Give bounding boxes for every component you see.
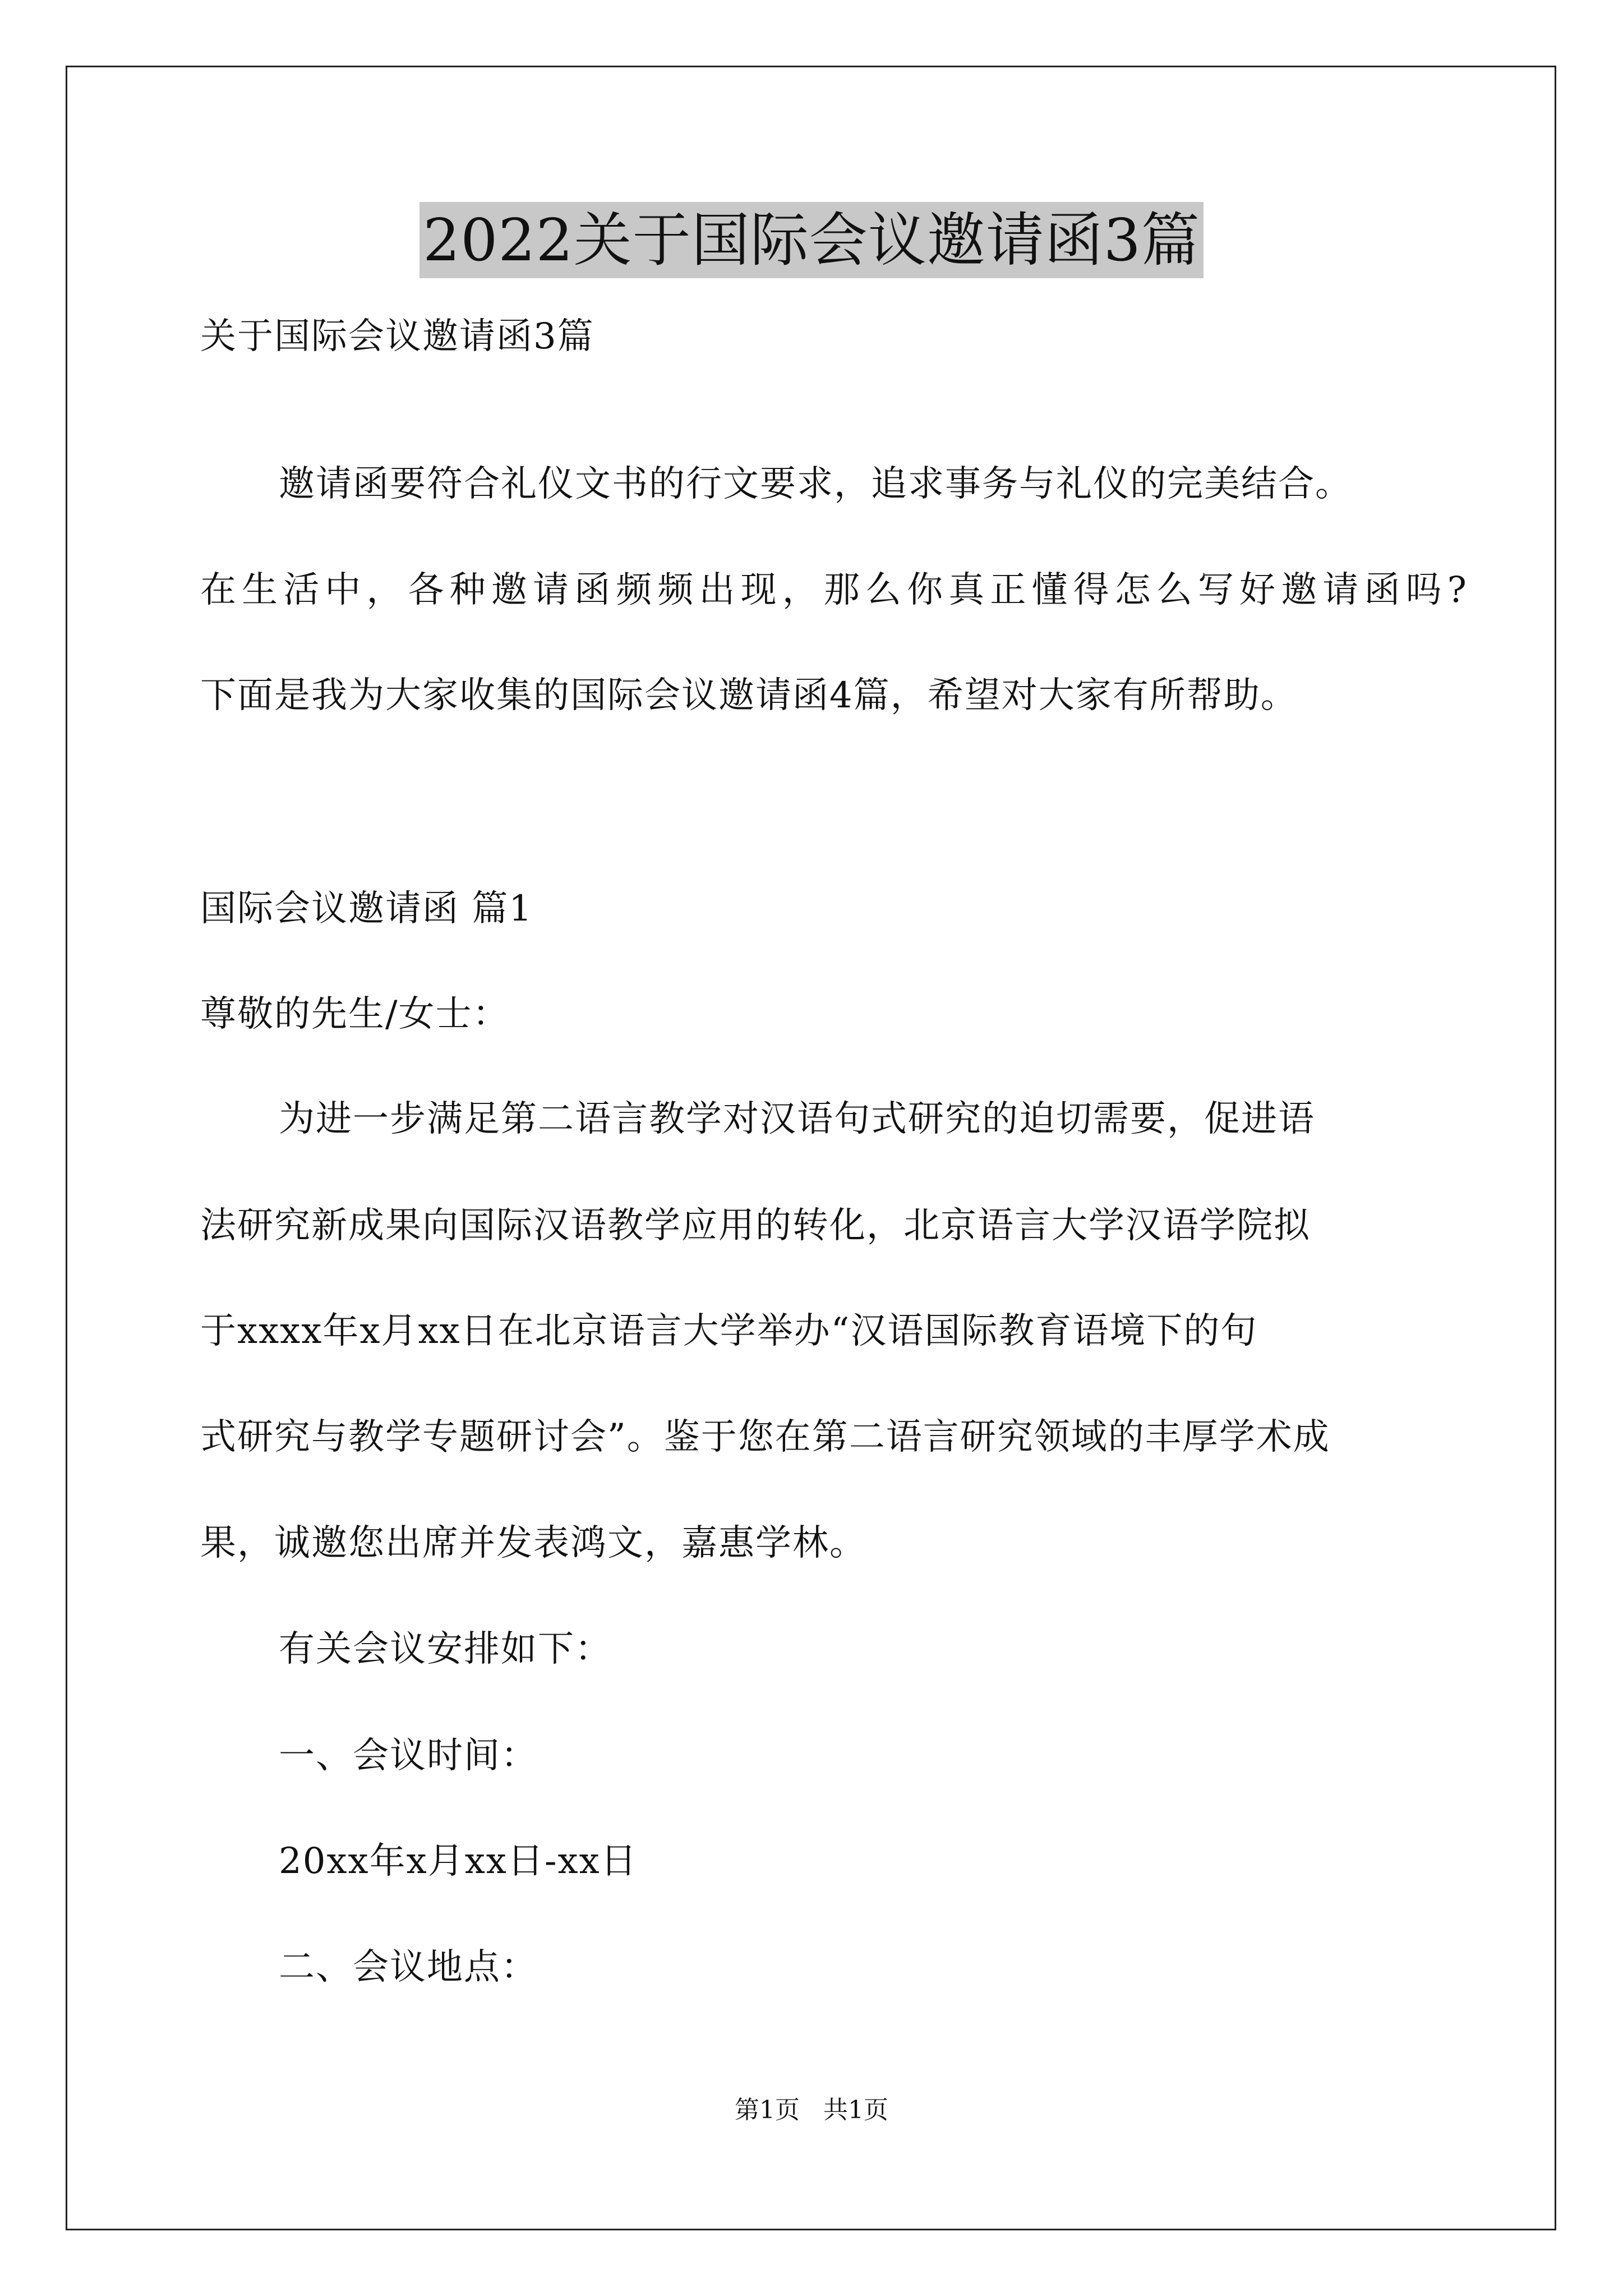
place-heading: 二、会议地点： xyxy=(279,1947,538,1988)
body-line: 果，诚邀您出席并发表鸿文，嘉惠学林。 xyxy=(200,1522,866,1564)
arrangement-intro: 有关会议安排如下： xyxy=(279,1628,612,1670)
body-line: 于xxxx年x月xx日在北京语言大学举办“汉语国际教育语境下的句 xyxy=(200,1310,1258,1352)
title-container xyxy=(0,202,1623,278)
body-line: 法研究新成果向国际汉语教学应用的转化，北京语言大学汉语学院拟 xyxy=(200,1205,1311,1246)
document-title: 2022关于国际会议邀请函3篇 xyxy=(419,202,1204,278)
section-heading: 国际会议邀请函 篇1 xyxy=(200,888,533,930)
body-line: 为进一步满足第二语言教学对汉语句式研究的迫切需要，促进语 xyxy=(279,1098,1315,1140)
intro-line: 下面是我为大家收集的国际会议邀请函4篇，希望对大家有所帮助。 xyxy=(200,675,1298,716)
page-border xyxy=(66,66,1556,2230)
intro-line: 邀请函要符合礼仪文书的行文要求，追求事务与礼仪的完美结合。 xyxy=(279,463,1352,505)
time-heading: 一、会议时间： xyxy=(279,1735,538,1777)
salutation: 尊敬的先生/女士： xyxy=(200,993,510,1035)
page-footer: 第1页 共1页 xyxy=(735,2096,888,2124)
document-subtitle: 关于国际会议邀请函3篇 xyxy=(200,316,594,357)
intro-line: 在生活中，各种邀请函频频出现，那么你真正懂得怎么写好邀请函吗? xyxy=(200,569,1468,611)
body-line: 式研究与教学专题研讨会”。鉴于您在第二语言研究领域的丰厚学术成 xyxy=(200,1416,1330,1458)
time-value: 20xx年x月xx日-xx日 xyxy=(279,1841,638,1882)
